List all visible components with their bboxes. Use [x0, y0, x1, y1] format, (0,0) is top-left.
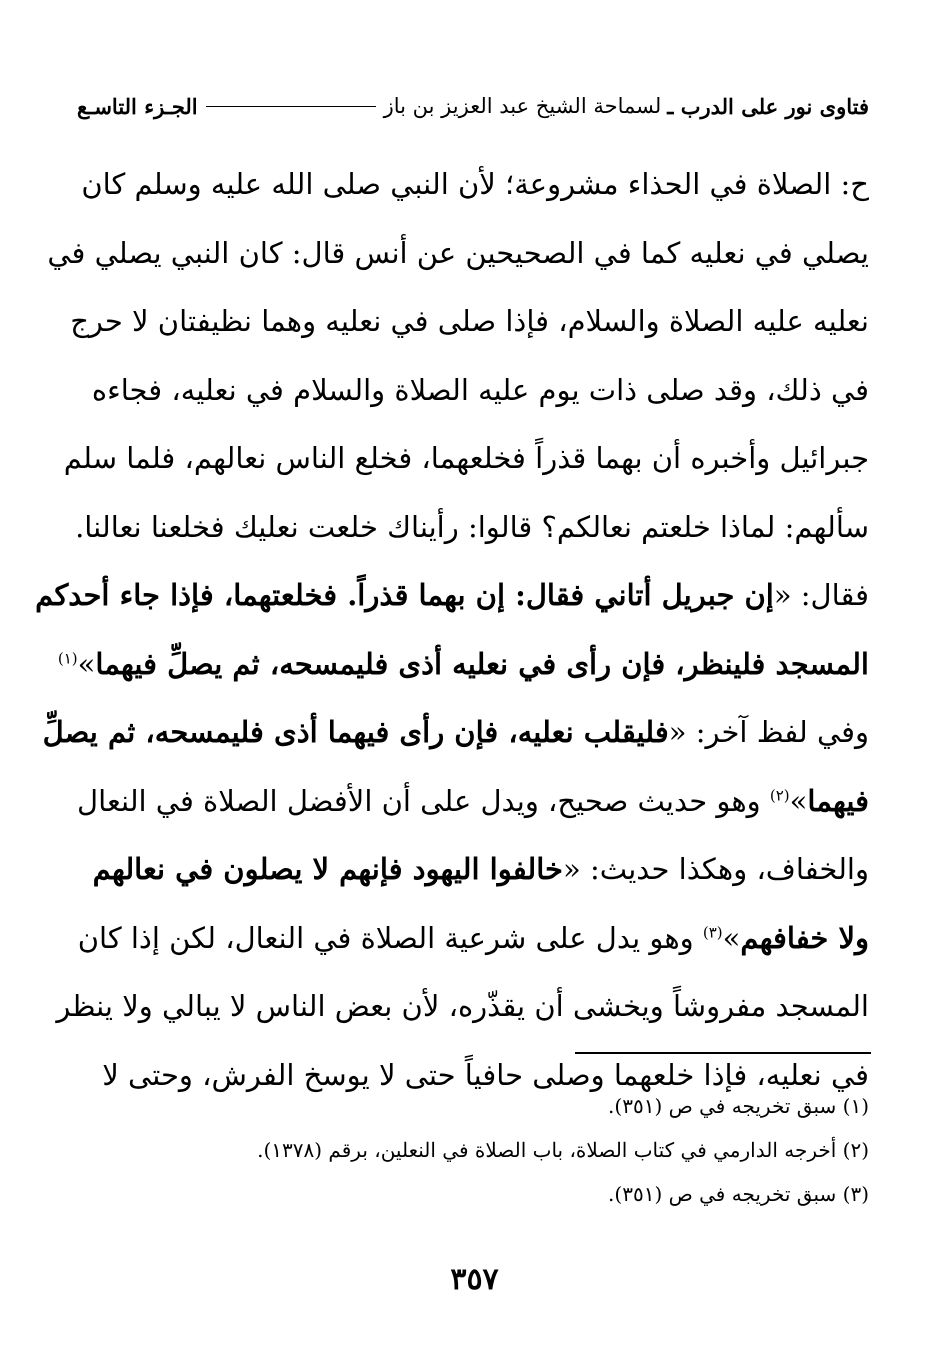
footnote-separator	[575, 1052, 871, 1054]
text-line: المسجد فلينظر، فإن رأى في نعليه أذى فليمسحه، ثم يصلِّ فيهما»$^{(١)}$	[57, 646, 869, 681]
header-rule	[206, 106, 376, 107]
footnote-ref: (١)	[57, 648, 78, 667]
header-book-title: فتاوى نور على الدرب ـ	[667, 93, 869, 119]
text-line: ح: الصلاة في الحذاء مشروعة؛ لأن النبي صلى الله عليه وسلم كان	[81, 167, 869, 201]
footnotes	[77, 1084, 869, 1216]
page-number: ٣٥٧	[450, 1262, 499, 1297]
footnote: (٢) أخرجه الدارمي في كتاب الصلاة، باب الصلاة في النعلين، برقم (١٣٧٨).	[257, 1138, 869, 1162]
hadith-quote: ولا خفافهم	[740, 920, 869, 955]
text-line: ولا خفافهم»$^{(٣)}$ وهو يدل على شرعية الصلاة في النعال، لكن إذا كان	[77, 920, 869, 955]
text-line: نعليه عليه الصلاة والسلام، فإذا صلى في نعليه وهما نظيفتان لا حرج	[70, 304, 869, 338]
hadith-quote: خالفوا اليهود فإنهم لا يصلون في نعالهم	[92, 852, 563, 886]
text-line: في ذلك، وقد صلى ذات يوم عليه الصلاة والسلام في نعليه، فجاءه	[91, 372, 869, 407]
text-line: وفي لفظ آخر: «فليقلب نعليه، فإن رأى فيهما أذى فليمسحه، ثم يصلِّ	[42, 715, 869, 749]
text-line: يصلي في نعليه كما في الصحيحين عن أنس قال: كان النبي يصلي في	[47, 235, 869, 270]
text-line: والخفاف، وهكذا حديث: «خالفوا اليهود فإنهم لا يصلون في نعالهم	[92, 852, 869, 886]
footnote: (٣) سبق تخريجه في ص (٣٥١).	[608, 1182, 869, 1206]
hadith-quote: إن جبريل أتاني فقال: إن بهما قذراً. فخلعتهما، فإذا جاء أحدكم	[35, 578, 774, 612]
hadith-quote: فيهما	[807, 783, 869, 818]
text-line: فيهما»$^{(٢)}$ وهو حديث صحيح، ويدل على أن الأفضل الصلاة في النعال	[77, 783, 869, 818]
running-header	[77, 88, 869, 124]
footnote-ref: (٢)	[769, 785, 790, 804]
footnote-ref: (٣)	[702, 922, 723, 941]
hadith-quote: فليقلب نعليه، فإن رأى فيهما أذى فليمسحه، ثم يصلِّ	[42, 715, 669, 749]
text-line: المسجد مفروشاً ويخشى أن يقذّره، لأن بعض الناس لا يبالي ولا ينظر	[56, 989, 869, 1023]
text-line: فقال: «إن جبريل أتاني فقال: إن بهما قذراً. فخلعتهما، فإذا جاء أحدكم	[35, 578, 869, 612]
fatwa-answer-text	[35, 150, 869, 1109]
text-line: جبرائيل وأخبره أن بهما قذراً فخلعهما، فخلع الناس نعالهم، فلما سلم	[63, 441, 869, 475]
footnote: (١) سبق تخريجه في ص (٣٥١).	[608, 1094, 869, 1118]
header-volume: الجـزء التاسـع	[77, 93, 198, 119]
header-author: لسماحة الشيخ عبد العزيز بن باز	[383, 94, 662, 118]
text-line: في نعليه، فإذا خلعهما وصلى حافياً حتى لا يوسخ الفرش، وحتى لا	[102, 1057, 869, 1092]
text-line: سألهم: لماذا خلعتم نعالكم؟ قالوا: رأيناك خلعت نعليك فخلعنا نعالنا.	[75, 509, 869, 544]
hadith-quote: المسجد فلينظر، فإن رأى في نعليه أذى فليمسحه، ثم يصلِّ فيهما	[95, 646, 869, 681]
